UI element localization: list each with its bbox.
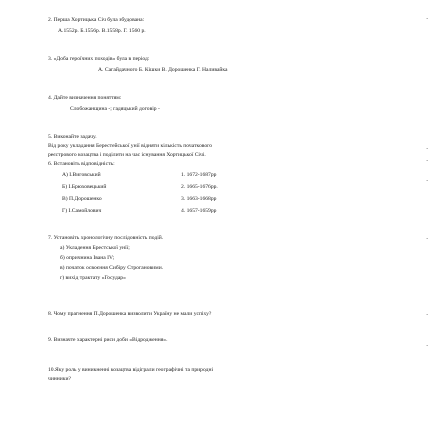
q7-item: в) початок освоєння Сибіру Строгановими. (60, 265, 164, 271)
q9-question: 9. Визначте характерні риси доби «Відродження». (48, 337, 168, 343)
q7-question: 7. Установіть хронологічну послідовність подій. (48, 235, 164, 241)
margin-mark: · (426, 235, 429, 243)
q5-text-line1: Від року укладання Берестейської унії відняти кількість початкового (48, 143, 213, 149)
q5-text-line2: реєстрового козацтва і поділити на час існування Хортицької Січі. (48, 152, 206, 158)
margin-mark: · (426, 177, 429, 185)
q4-terms: Слобожанщина -; гадяцький договір - (70, 106, 160, 112)
margin-mark: · (426, 15, 429, 23)
q4-question: 4. Дайте визначення поняттям: (48, 95, 122, 101)
q2-question: 2. Перша Хортицька Січ була збудована: (48, 17, 145, 23)
margin-mark: · (426, 311, 429, 319)
q3-options: А. Сагайдачного Б. Кішки В. Дорошенка Г. Наливайка (98, 67, 228, 73)
q2-options: А.1552р. Б.1556р. В.1558р. Г. 1560 р. (58, 28, 146, 34)
q6-left-item: Б) І.Брюховецький (62, 184, 107, 190)
q7-item: г) вихід трактату «Государ» (60, 275, 126, 281)
q6-right-item: 4. 1657-1659рр (181, 208, 217, 214)
q10-line2: чинники? (48, 376, 71, 382)
q6-right-item: 3. 1663-1668рр (181, 196, 217, 202)
q6-left-item: Г) І.Самойлович (62, 208, 102, 214)
q8-question: 8. Чому прагнення П.Дорошенка визволити Україну не мали успіху? (48, 311, 212, 317)
q7-item: б) опричнина Івана IV; (60, 255, 115, 261)
q6-left-item: В) П.Дорошенко (62, 196, 102, 202)
q6-right-item: 1. 1672-1687рр (181, 172, 217, 178)
margin-mark: · (426, 157, 429, 165)
q6-right-item: 2. 1665-1676рр. (181, 184, 218, 190)
q10-line1: 10.Яку роль у виникненні козацтва відіграли географічні та природні (48, 367, 213, 373)
q6-left-item: А) І.Виговський (62, 172, 101, 178)
q7-item: а) Укладення Брестської унії; (60, 245, 130, 251)
q3-question: 3. «Доба героїчних походів» була в період: (48, 56, 150, 62)
margin-mark: · (426, 145, 429, 153)
q6-question: 6. Встановіть відповідність: (48, 161, 115, 167)
margin-mark: · (426, 342, 429, 350)
q5-question: 5. Виконайте задачу. (48, 134, 97, 140)
